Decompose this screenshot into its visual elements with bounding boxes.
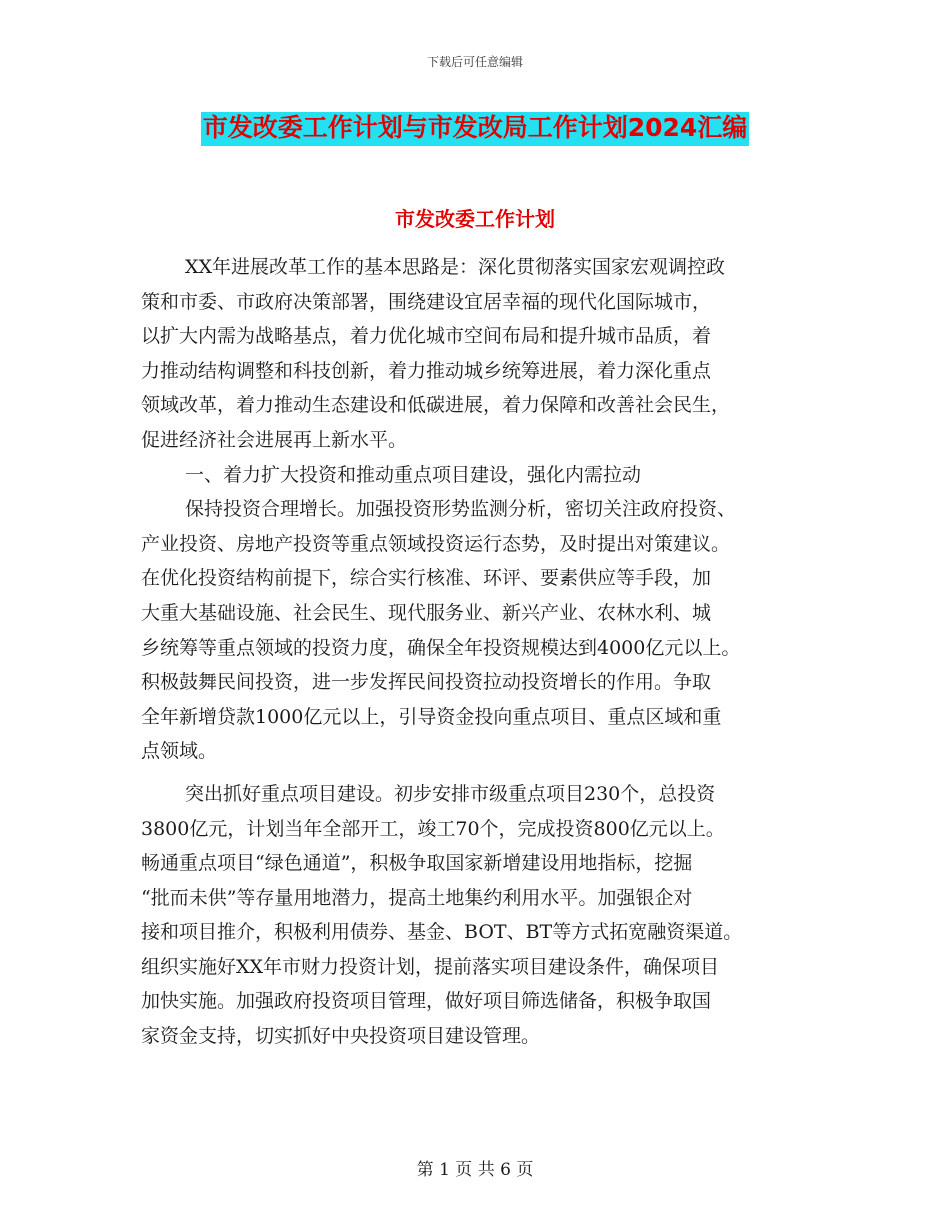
text-line: 保持投资合理增长。加强投资形势监测分析，密切关注政府投资、 [185,498,737,521]
text-line: XX年进展改革工作的基本思路是：深化贯彻落实国家宏观调控政 [185,256,726,278]
page-footer: 第 1 页 共 6 页 [416,1160,534,1180]
text-line: 家资金支持，切实抓好中央投资项目建设管理。 [141,1025,541,1048]
paragraph [141,777,821,1054]
text-line: 接和项目推介，积极利用债券、基金、BOT、BT等方式拓宽融资渠道。 [141,921,743,944]
paragraph [141,492,821,769]
text-line: 畅通重点项目“绿色通道”，积极争取国家新增建设用地指标，挖掘 [141,852,693,875]
text-line: “批而未供”等存量用地潜力，提高土地集约利用水平。加强银企对 [141,886,693,909]
section-heading-line: 一、着力扩大投资和推动重点项目建设，强化内需拉动 [185,463,642,486]
doc-title-wrap [0,112,950,146]
text-line: 积极鼓舞民间投资，进一步发挥民间投资拉动投资增长的作用。争取 [141,671,712,694]
text-line: 策和市委、市政府决策部署，围绕建设宜居幸福的现代化国际城市， [141,290,712,313]
text-line: 3800亿元，计划当年全部开工，竣工70个，完成投资800亿元以上。 [141,817,725,840]
text-line: 组织实施好XX年市财力投资计划，提前落实项目建设条件，确保项目 [141,955,720,978]
text-line: 在优化投资结构前提下，综合实行核准、环评、要素供应等手段，加 [141,567,712,590]
text-line: 力推动结构调整和科技创新，着力推动城乡统筹进展，着力深化重点 [141,359,712,382]
body-text [141,250,821,1054]
paragraph [141,458,821,493]
text-line: 以扩大内需为战略基点，着力优化城市空间布局和提升城市品质，着 [141,325,712,348]
text-line: 乡统筹等重点领域的投资力度，确保全年投资规模达到4000亿元以上。 [141,636,741,659]
text-line: 产业投资、房地产投资等重点领域投资运行态势，及时提出对策建议。 [141,532,731,555]
text-line: 突出抓好重点项目建设。初步安排市级重点项目230个，总投资 [185,782,716,805]
text-line: 促进经济社会进展再上新水平。 [141,428,408,451]
text-line: 全年新增贷款1000亿元以上，引导资金投向重点项目、重点区域和重 [141,705,722,728]
text-line: 点领域。 [141,740,218,763]
header-note: 下载后可任意编辑 [426,55,523,69]
section-title: 市发改委工作计划 [395,207,555,231]
text-line: 加快实施。加强政府投资项目管理，做好项目筛选储备，积极争取国 [141,990,712,1013]
text-line: 大重大基础设施、社会民生、现代服务业、新兴产业、农林水利、城 [141,601,712,624]
text-line: 领域改革，着力推动生态建设和低碳进展，着力保障和改善社会民生， [141,394,731,417]
paragraph [141,250,821,458]
doc-title: 市发改委工作计划与市发改局工作计划2024汇编 [201,112,750,146]
